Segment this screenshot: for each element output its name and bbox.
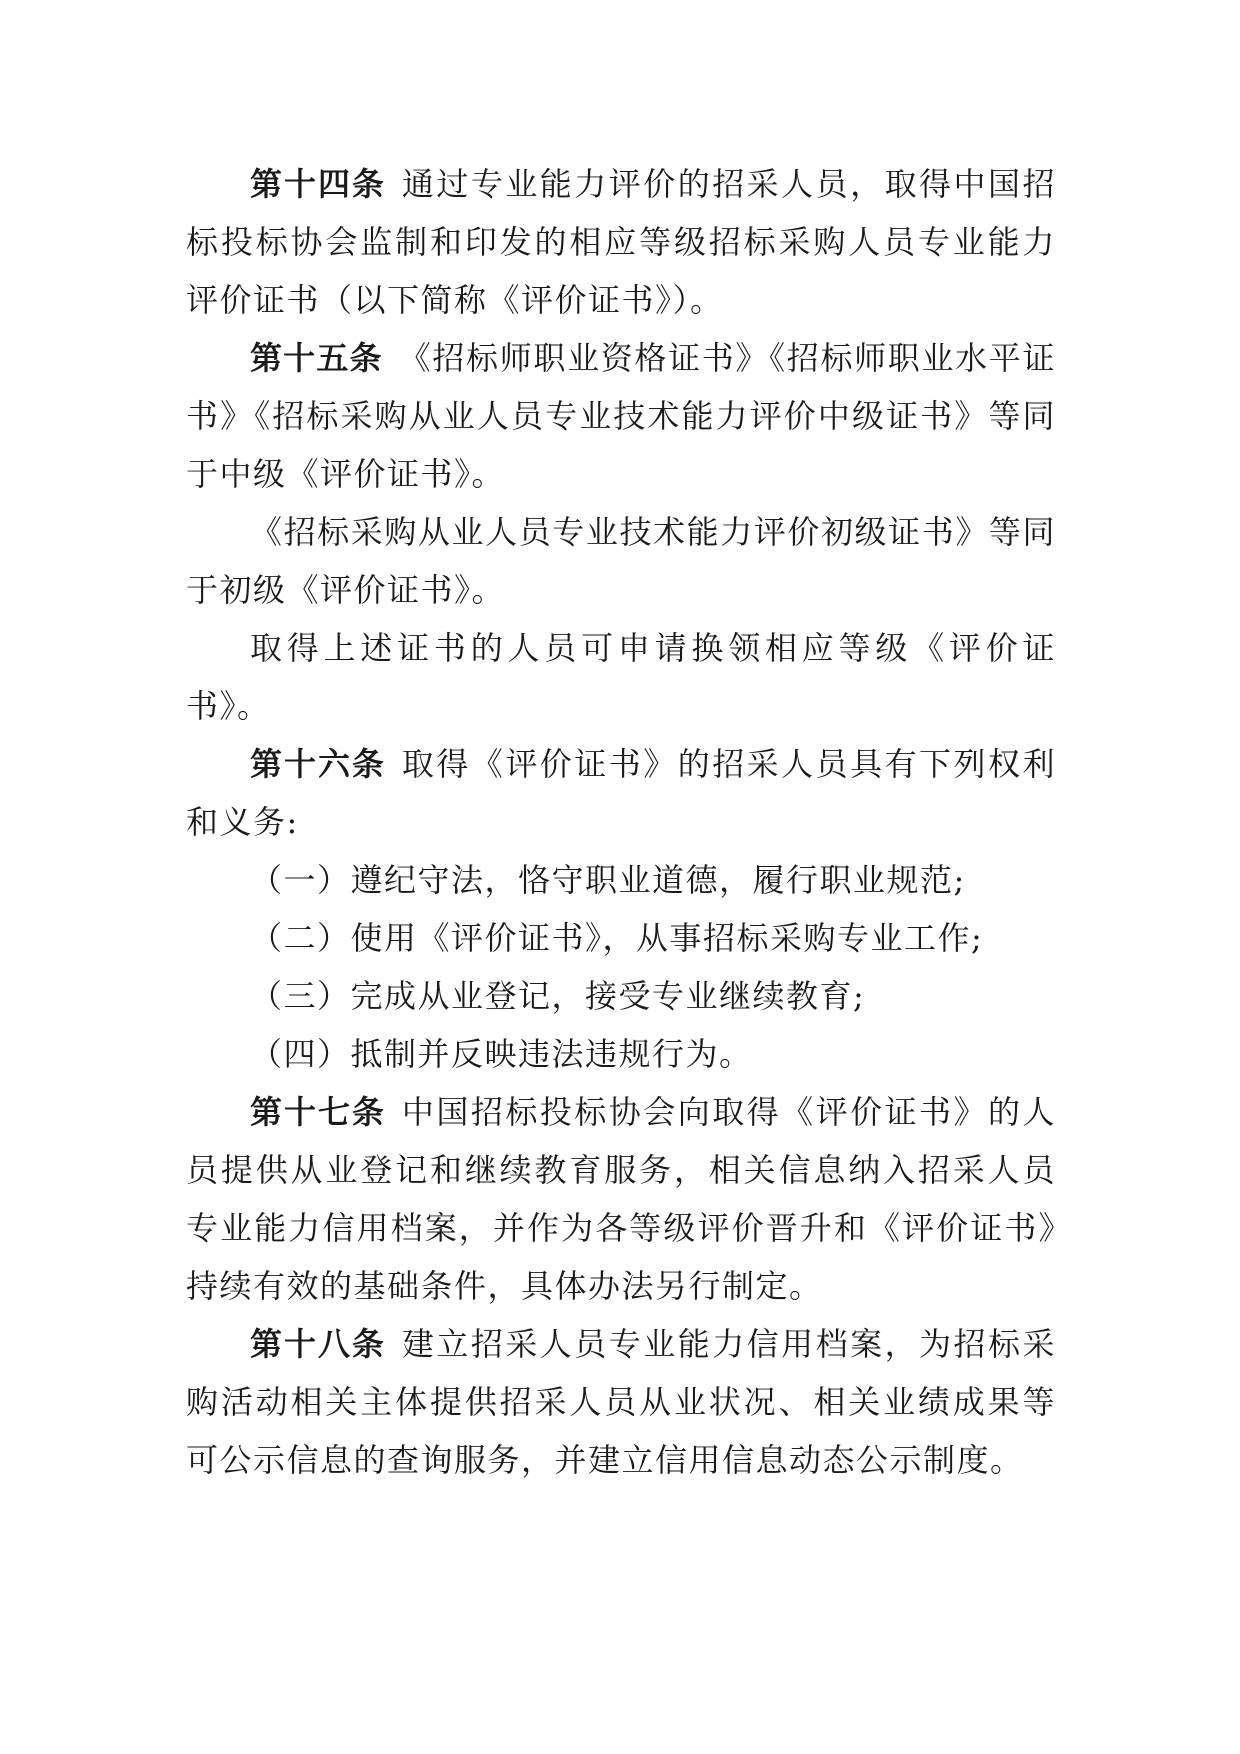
paragraph-text: 中国招标投标协会向取得《评价证书》的人员提供从业登记和继续教育服务，相关信息纳入招采人员专业能力信用档案，并作为各等级评价晋升和《评价证书》持续有效的基础条件，具体办法另行制定。: [186, 1093, 1056, 1305]
article-label: 第十六条: [250, 745, 386, 783]
article-label: 第十七条: [250, 1093, 386, 1131]
article-15-paragraph-2: [186, 503, 1056, 619]
article-14-paragraph: [186, 155, 1056, 329]
paragraph-text: 《招标师职业资格证书》《招标师职业水平证书》《招标采购从业人员专业技术能力评价中级证书》等同于中级《评价证书》。: [186, 339, 1056, 493]
list-item-2: [186, 909, 1056, 967]
list-item-1: [186, 851, 1056, 909]
paragraph-text: 建立招采人员专业能力信用档案，为招标采购活动相关主体提供招采人员从业状况、相关业绩成果等可公示信息的查询服务，并建立信用信息动态公示制度。: [186, 1325, 1056, 1479]
article-label: 第十四条: [250, 165, 386, 203]
article-label: 第十八条: [250, 1325, 386, 1363]
paragraph-text: （三）完成从业登记，接受专业继续教育;: [250, 977, 866, 1015]
article-17-paragraph: [186, 1083, 1056, 1315]
article-16-paragraph: [186, 735, 1056, 851]
article-15-paragraph: [186, 329, 1056, 503]
document-body: [186, 155, 1056, 1489]
paragraph-text: （四）抵制并反映违法违规行为。: [250, 1035, 753, 1073]
article-label: 第十五条: [250, 339, 383, 377]
list-item-3: [186, 967, 1056, 1025]
paragraph-text: （一）遵纪守法，恪守职业道德，履行职业规范;: [250, 861, 966, 899]
paragraph-text: （二）使用《评价证书》，从事招标采购专业工作;: [250, 919, 984, 957]
list-item-4: [186, 1025, 1056, 1083]
paragraph-text: 取得上述证书的人员可申请换领相应等级《评价证书》。: [186, 629, 1056, 725]
paragraph-text: 《招标采购从业人员专业技术能力评价初级证书》等同于初级《评价证书》。: [186, 513, 1056, 609]
paragraph-text: 通过专业能力评价的招采人员，取得中国招标投标协会监制和印发的相应等级招标采购人员专业能力评价证书（以下简称《评价证书》）。: [186, 165, 1056, 319]
article-15-paragraph-3: [186, 619, 1056, 735]
article-18-paragraph: [186, 1315, 1056, 1489]
paragraph-text: 取得《评价证书》的招采人员具有下列权利和义务:: [186, 745, 1056, 841]
